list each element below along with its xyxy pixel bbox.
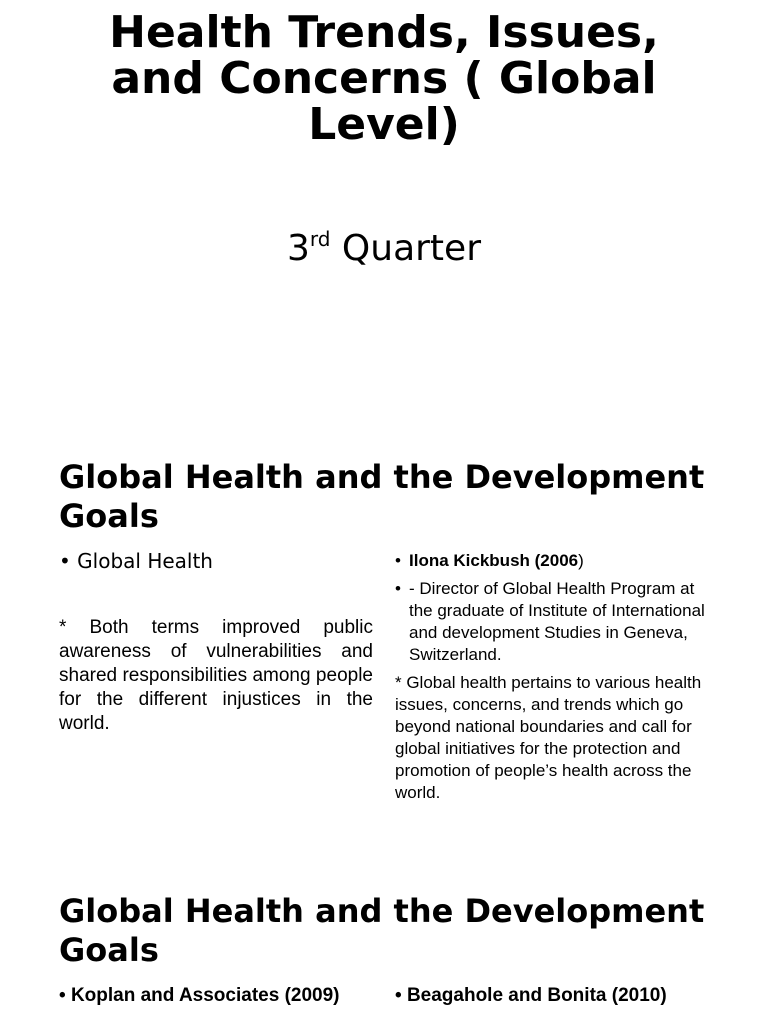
bullet-marker: • — [395, 985, 402, 1006]
global-health-bullet — [59, 548, 373, 574]
koplan-bullet — [59, 984, 373, 1008]
title-slide — [0, 0, 768, 430]
presentation-title: Health Trends, Issues, and Concerns ( Global Level) — [109, 7, 659, 150]
quarter-ordinal-suffix: rd — [309, 227, 331, 251]
left-column — [59, 548, 373, 736]
bullet-text: Beagahole and Bonita (2010) — [406, 985, 667, 1006]
quarter-number: 3 — [286, 228, 310, 269]
author-name: Ilona Kickbush (2006 — [409, 551, 579, 570]
bullet-marker: • — [395, 551, 401, 570]
section-title: Global Health and the Development Goals — [59, 892, 705, 969]
list-item — [395, 550, 715, 572]
quarter-subtitle — [84, 228, 684, 270]
author-paren: ) — [578, 551, 584, 570]
left-column — [59, 984, 373, 1008]
quarter-label: Quarter — [330, 228, 481, 269]
author-description: - Director of Global Health Program at the graduate of Institute of International and development Studies in Geneva, Switzerland. — [409, 579, 705, 664]
bullet-marker: • — [59, 985, 66, 1006]
bullet-marker: • — [59, 549, 71, 573]
beagahole-bullet — [395, 984, 715, 1008]
right-column — [395, 984, 715, 1008]
list-item — [395, 578, 715, 666]
global-health-definition: * Global health pertains to various health issues, concerns, and trends which go beyond national boundaries and call for global initiatives for the protection and promotion of people’s health across the world. — [395, 673, 702, 802]
bullet-marker: • — [395, 579, 401, 598]
bullet-text: Global Health — [77, 549, 213, 573]
awareness-paragraph: * Both terms improved public awareness of vulnerabilities and shared responsibilities among people for the different injustices in the world. — [59, 617, 373, 734]
section-title: Global Health and the Development Goals — [59, 458, 705, 535]
kickbush-list — [395, 550, 715, 666]
global-health-slide — [0, 430, 768, 864]
development-goals-slide — [0, 864, 768, 1024]
bullet-text: Koplan and Associates (2009) — [70, 985, 340, 1006]
right-column — [395, 550, 715, 804]
